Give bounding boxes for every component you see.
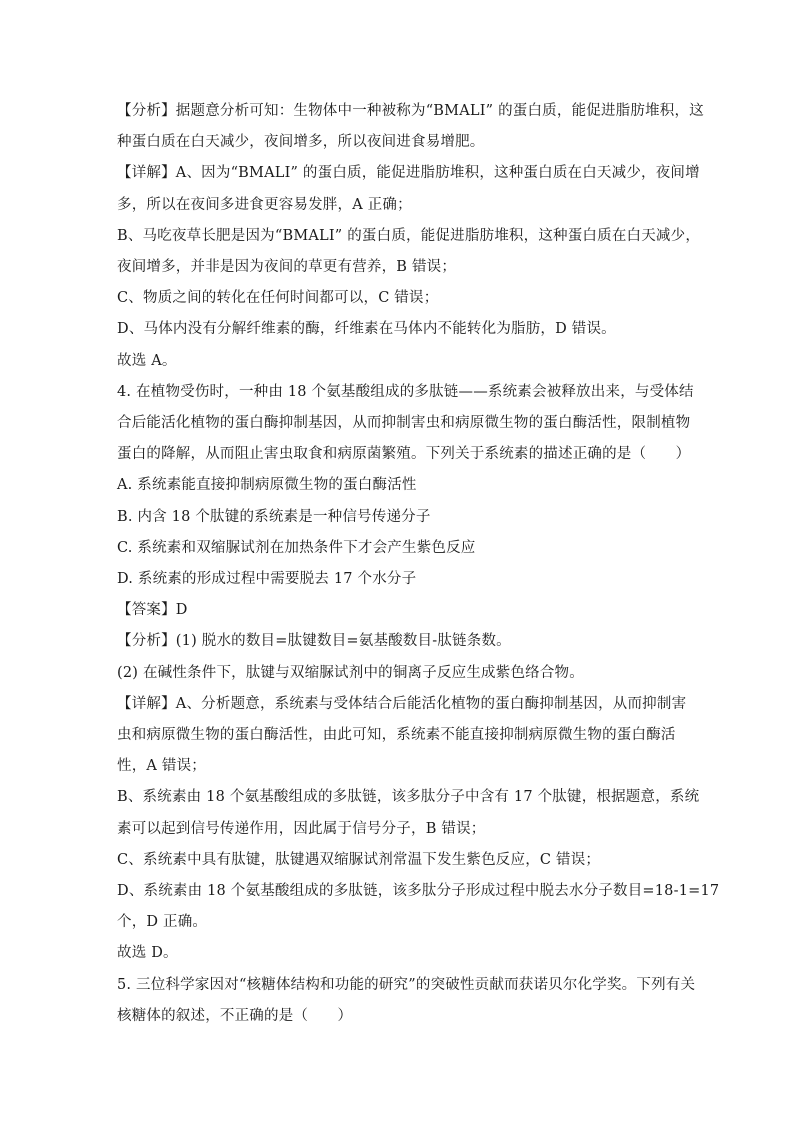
text-line: B、系统素由 18 个氨基酸组成的多肽链，该多肽分子中含有 17 个肽键，根据题意，系统 — [117, 789, 700, 806]
text-line: 素可以起到信号传递作用，因此属于信号分子，B 错误； — [117, 820, 486, 837]
document-page — [117, 96, 720, 1032]
answer-line: 【答案】D — [117, 602, 188, 619]
text-line: 性，A 错误； — [117, 758, 206, 775]
text-line: 合后能活化植物的蛋白酶抑制基因，从而抑制害虫和病原微生物的蛋白酶活性，限制植物 — [117, 415, 691, 432]
question-5-stem: 5. 三位科学家因对“核糖体结构和功能的研究”的突破性贡献而获诺贝尔化学奖。下列有关 — [117, 976, 696, 993]
text-line: C、系统素中具有肽键，肽键遇双缩脲试剂常温下发生紫色反应，C 错误； — [117, 851, 601, 868]
text-line: 个，D 正确。 — [117, 914, 208, 931]
text-line: C、物质之间的转化在任何时间都可以，C 错误； — [117, 290, 439, 307]
text-line: 故选 D。 — [117, 945, 178, 962]
text-line: D、马体内没有分解纤维素的酶，纤维素在马体内不能转化为脂肪，D 错误。 — [117, 321, 616, 338]
text-line: 种蛋白质在白天减少，夜间增多，所以夜间进食易增肥。 — [117, 134, 485, 151]
text-line: 【详解】A、因为“BMALI” 的蛋白质，能促进脂肪堆积，这种蛋白质在白天减少，夜间增 — [117, 165, 700, 182]
option-c: C. 系统素和双缩脲试剂在加热条件下才会产生紫色反应 — [117, 539, 476, 556]
option-d: D. 系统素的形成过程中需要脱去 17 个水分子 — [117, 571, 417, 588]
option-b: B. 内含 18 个肽键的系统素是一种信号传递分子 — [117, 508, 431, 525]
text-line: B、马吃夜草长肥是因为“BMALI” 的蛋白质，能促进脂肪堆积，这种蛋白质在白天减少， — [117, 227, 701, 244]
text-line: 多，所以在夜间多进食更容易发胖，A 正确； — [117, 196, 412, 213]
text-line: (2) 在碱性条件下，肽键与双缩脲试剂中的铜离子反应生成紫色络合物。 — [117, 664, 584, 681]
text-line: 【分析】(1) 脱水的数目=肽键数目=氨基酸数目-肽链条数。 — [117, 633, 511, 650]
text-line: 虫和病原微生物的蛋白酶活性，由此可知，系统素不能直接抑制病原微生物的蛋白酶活 — [117, 727, 676, 744]
text-line: 故选 A。 — [117, 352, 177, 369]
question-4-stem: 4. 在植物受伤时，一种由 18 个氨基酸组成的多肽链——系统素会被释放出来，与受体结 — [117, 383, 694, 400]
text-line: D、系统素由 18 个氨基酸组成的多肽链，该多肽分子形成过程中脱去水分子数目=18-1=17 — [117, 883, 720, 900]
text-line: 蛋白的降解，从而阻止害虫取食和病原菌繁殖。下列关于系统素的描述正确的是（ ） — [117, 446, 691, 463]
text-line: 核糖体的叙述，不正确的是（ ） — [117, 1007, 353, 1024]
text-line: 夜间增多，并非是因为夜间的草更有营养，B 错误； — [117, 259, 457, 276]
text-line: 【详解】A、分析题意，系统素与受体结合后能活化植物的蛋白酶抑制基因，从而抑制害 — [117, 695, 687, 712]
text-line: 【分析】据题意分析可知：生物体中一种被称为“BMALI” 的蛋白质，能促进脂肪堆积，这 — [117, 103, 704, 119]
option-a: A. 系统素能直接抑制病原微生物的蛋白酶活性 — [117, 477, 417, 494]
